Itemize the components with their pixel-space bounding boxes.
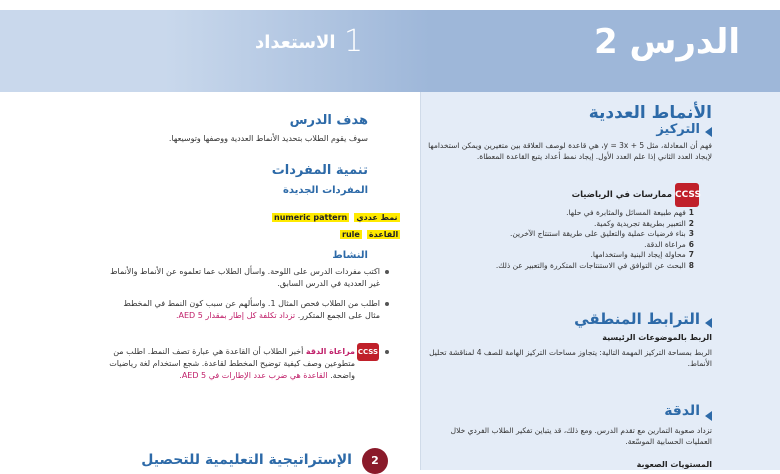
focus-text: فهم أن المعادلة، مثل y = 3x + 5، هي قاعدة لوصف العلاقة بين متغيرين ويمكن استخدامها لإيجاد العدد الثاني إذا علم العدد الأول. إيجاد نمط أعداد يتبع القاعدة المعطاة. bbox=[428, 141, 712, 161]
focus-arrow-icon bbox=[705, 127, 712, 137]
vocab-title: تنمية المفردات bbox=[271, 163, 368, 178]
practice-item: 7محاولة إيجاد البنية واستخدامها. bbox=[590, 250, 694, 259]
bullet-dot-icon bbox=[385, 350, 389, 354]
focus-title: التركيز bbox=[656, 122, 700, 137]
practice-item: 3بناء فرضيات عملية والتعليق على طريقة استنتاج الآخرين. bbox=[509, 229, 694, 238]
vocab-term-ar: القاعدة bbox=[368, 230, 399, 239]
strategy-title: الإستراتيجية التعليمية للتحصيل bbox=[141, 452, 352, 468]
vocab-term-ar: نمط عددي bbox=[356, 213, 398, 222]
vocab-term bbox=[340, 222, 400, 241]
activity-bullet-2: اطلب من الطلاب فحص المثال 1. واسألهم عن سبب كون النمط في المخطط مثال على الجمع المتكرر. تزداد تكلفة كل إطار بمقدار AED 5. bbox=[123, 299, 380, 320]
column-divider bbox=[420, 92, 421, 470]
bullet-dot-icon bbox=[385, 270, 389, 274]
coherence-text: الربط بمساحة التركيز المهمة التالية: يتجاوز مساحات التركيز الهامة للصف 4 لمناقشة تحليل الأنماط. bbox=[429, 348, 712, 368]
rigor-text: تزداد صعوبة التمارين مع تقدم الدرس. ومع ذلك، قد يتباين تفكير الطلاب الفردي خلال العمليات الحسابية الموسّعة. bbox=[450, 426, 712, 446]
strategy-badge-icon: 2 bbox=[362, 448, 388, 474]
practice-item: 6مراعاة الدقة. bbox=[644, 239, 694, 249]
new-vocab-title: المفردات الجديدة bbox=[283, 185, 368, 196]
practices-title: ممارسات في الرياضيات bbox=[571, 190, 672, 200]
coherence-arrow-icon bbox=[705, 318, 712, 328]
vocab-term-en: numeric pattern bbox=[274, 213, 348, 222]
prep-step-label: الاستعداد bbox=[255, 32, 336, 53]
vocab-term-en: rule bbox=[342, 230, 360, 239]
goal-text: سوف يقوم الطلاب بتحديد الأنماط العددية ووصفها وتوسيعها. bbox=[168, 134, 368, 143]
goal-title: هدف الدرس bbox=[289, 113, 368, 128]
activity-bullet-1: اكتب مفردات الدرس على اللوحة. واسأل الطلاب عما تعلموه عن الأنماط والأنماط غير العددية في الدرس السابق. bbox=[110, 267, 380, 288]
practice-item: 1فهم طبيعة المسائل والمثابرة في حلها. bbox=[566, 208, 694, 217]
practices-list bbox=[414, 208, 694, 271]
levels-title: المستويات الصعوبة bbox=[636, 460, 712, 469]
coherence-title: الترابط المنطقي bbox=[574, 310, 700, 328]
practice-item: 8البحث عن التوافق في الاستنتاجات المتكررة والتعبير عن ذلك. bbox=[495, 260, 694, 270]
coherence-subtitle: الربط بالموضوعات الرئيسية bbox=[602, 333, 712, 342]
rigor-arrow-icon bbox=[705, 411, 712, 421]
activity-title: النشاط bbox=[332, 250, 368, 261]
section-title: الأنماط العددية bbox=[588, 103, 712, 123]
activity-bullet-3: مراعاة الدقة أخبر الطلاب أن القاعدة هي عبارة تصف النمط. اطلب من متطوعين وصف كيفية توضيح المخطط لقاعدة. شجع استخدام لغة رياضيات واضحة. القاعدة هي ضرب عدد الإطارات في AED 5. bbox=[109, 347, 355, 380]
bullet-dot-icon bbox=[385, 302, 389, 306]
ccss-badge-icon: CCSS bbox=[675, 183, 699, 207]
rigor-title: الدقة bbox=[664, 403, 700, 419]
practice-item: 2التعبير بطريقة تجريدية وكمية. bbox=[594, 218, 694, 228]
prep-step-number: 1 bbox=[344, 24, 364, 59]
ccss-precision-badge-icon: CCSS bbox=[357, 343, 379, 361]
lesson-title: الدرس 2 bbox=[593, 22, 740, 62]
